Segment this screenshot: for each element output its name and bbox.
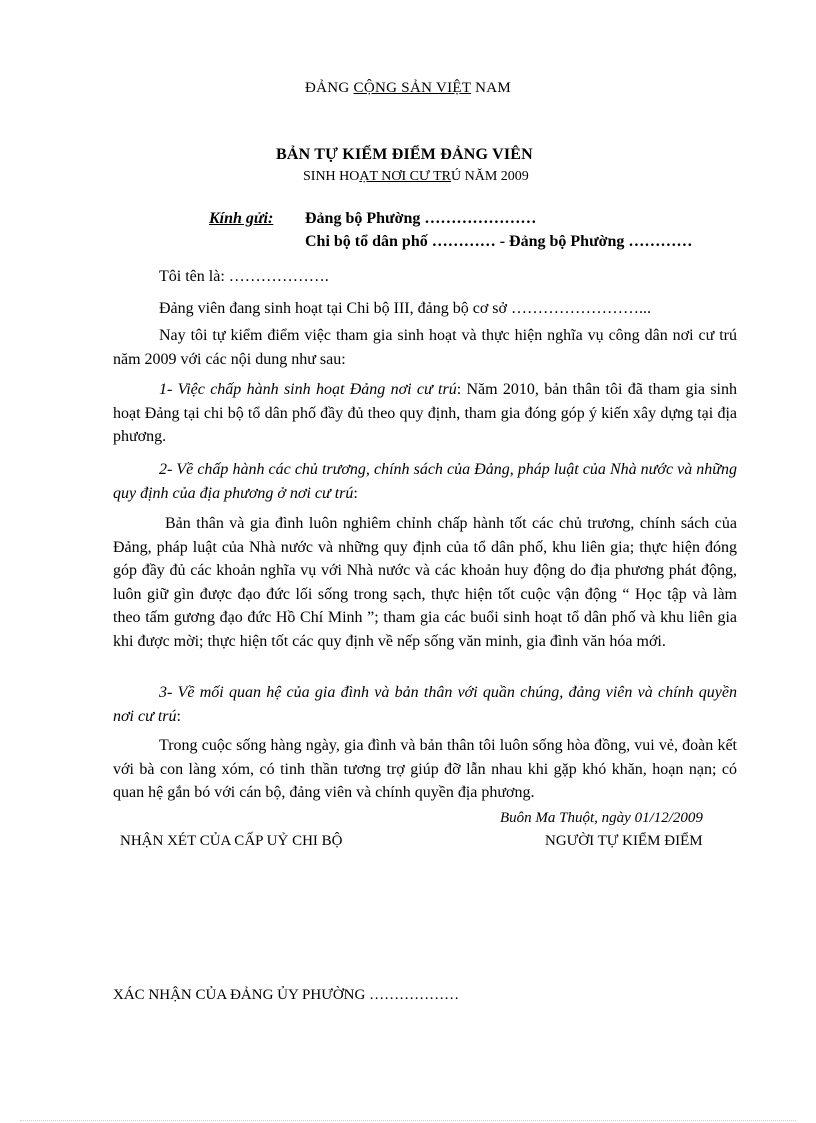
party-committee-comment-label: NHẬN XÉT CỦA CẤP UỶ CHI BỘ bbox=[120, 833, 343, 849]
statement-paragraph: Nay tôi tự kiểm điểm việc tham gia sinh hoạt và thực hiện nghĩa vụ công dân nơi cư trú năm 2009 với các nội dung như sau: bbox=[113, 327, 737, 368]
party-header bbox=[0, 80, 816, 97]
section-2-heading-text: 2- Về chấp hành các chủ trương, chính sách của Đảng, pháp luật của Nhà nước và những quy định của địa phương ở nơi cư trú bbox=[113, 461, 737, 502]
subtitle-pre: SINH HO bbox=[303, 169, 360, 184]
party-header-underlined: CỘNG SẢN VIỆT bbox=[353, 80, 472, 96]
section-1 bbox=[113, 378, 737, 449]
section-3-colon: : bbox=[176, 707, 181, 725]
ward-committee-confirmation: XÁC NHẬN CỦA ĐẢNG ỦY PHƯỜNG ……………… bbox=[113, 987, 460, 1003]
section-3-body: Trong cuộc sống hàng ngày, gia đình và bản thân tôi luôn sống hòa đồng, vui vẻ, đoàn kết với bà con làng xóm, có tinh thần tương trợ giúp đỡ lẫn nhau khi gặp khó khăn, hoạn nạn; có quan hệ gắn bó với cán bộ, đảng viên và chính quyền địa phương. bbox=[113, 737, 737, 801]
name-line: Tôi tên là: ………………. bbox=[159, 268, 329, 285]
addressee-line-2: Chi bộ tổ dân phố ………… - Đảng bộ Phường ………… bbox=[305, 233, 693, 250]
member-line: Đảng viên đang sinh hoạt tại Chi bộ III, đảng bộ cơ sở ……………………... bbox=[159, 300, 651, 317]
page-border-dotted bbox=[20, 1120, 796, 1121]
subtitle-post: Ú NĂM 2009 bbox=[451, 169, 529, 184]
addressee-line-1: Đảng bộ Phường ………………… bbox=[305, 210, 537, 227]
section-3-heading bbox=[113, 681, 737, 728]
section-1-heading: 1- Việc chấp hành sinh hoạt Đảng nơi cư trú bbox=[159, 381, 457, 398]
document-subtitle bbox=[303, 169, 529, 185]
party-header-pre: ĐẢNG bbox=[304, 80, 354, 96]
place-date: Buôn Ma Thuột, ngày 01/12/2009 bbox=[500, 810, 703, 826]
section-1-text: : Năm 2010, bản thân tôi đã tham gia sinh hoạt Đảng tại chi bộ tổ dân phố đầy đủ theo quy định, tham gia đóng góp ý kiến xây dựng tại địa phương. bbox=[113, 381, 737, 445]
section-2-body: Bản thân và gia đình luôn nghiêm chỉnh chấp hành tốt các chủ trương, chính sách của Đảng, pháp luật của Nhà nước và những quy định của tổ dân phố, khu liên gia; thực hiện đóng góp đầy đủ các khoản nghĩa vụ với Nhà nước và các khoản huy động do địa phương phát động, luôn giữ gìn được đạo đức lối sống trong sạch, thực hiện tốt cuộc vận động “ Học tập và làm theo tấm gương đạo đức Hồ Chí Minh ”; tham gia các buổi sinh hoạt tổ dân phố và khu liên gia khi được mời; thực hiện tốt các quy định về nếp sống văn minh, gia đình văn hóa mới. bbox=[113, 515, 737, 650]
self-assessor-label: NGƯỜI TỰ KIỂM ĐIỂM bbox=[545, 833, 703, 849]
subtitle-underlined: ẠT NƠI CƯ TR bbox=[359, 169, 452, 184]
party-header-post: NAM bbox=[471, 80, 512, 96]
section-3-heading-text: 3- Về mối quan hệ của gia đình và bản thân với quần chúng, đảng viên và chính quyền nơi cư trú bbox=[113, 684, 737, 725]
addressee-label: Kính gửi: bbox=[209, 210, 274, 227]
document-title: BẢN TỰ KIỂM ĐIỂM ĐẢNG VIÊN bbox=[276, 146, 533, 163]
section-2-colon: : bbox=[353, 484, 358, 502]
section-2-heading bbox=[113, 458, 737, 505]
